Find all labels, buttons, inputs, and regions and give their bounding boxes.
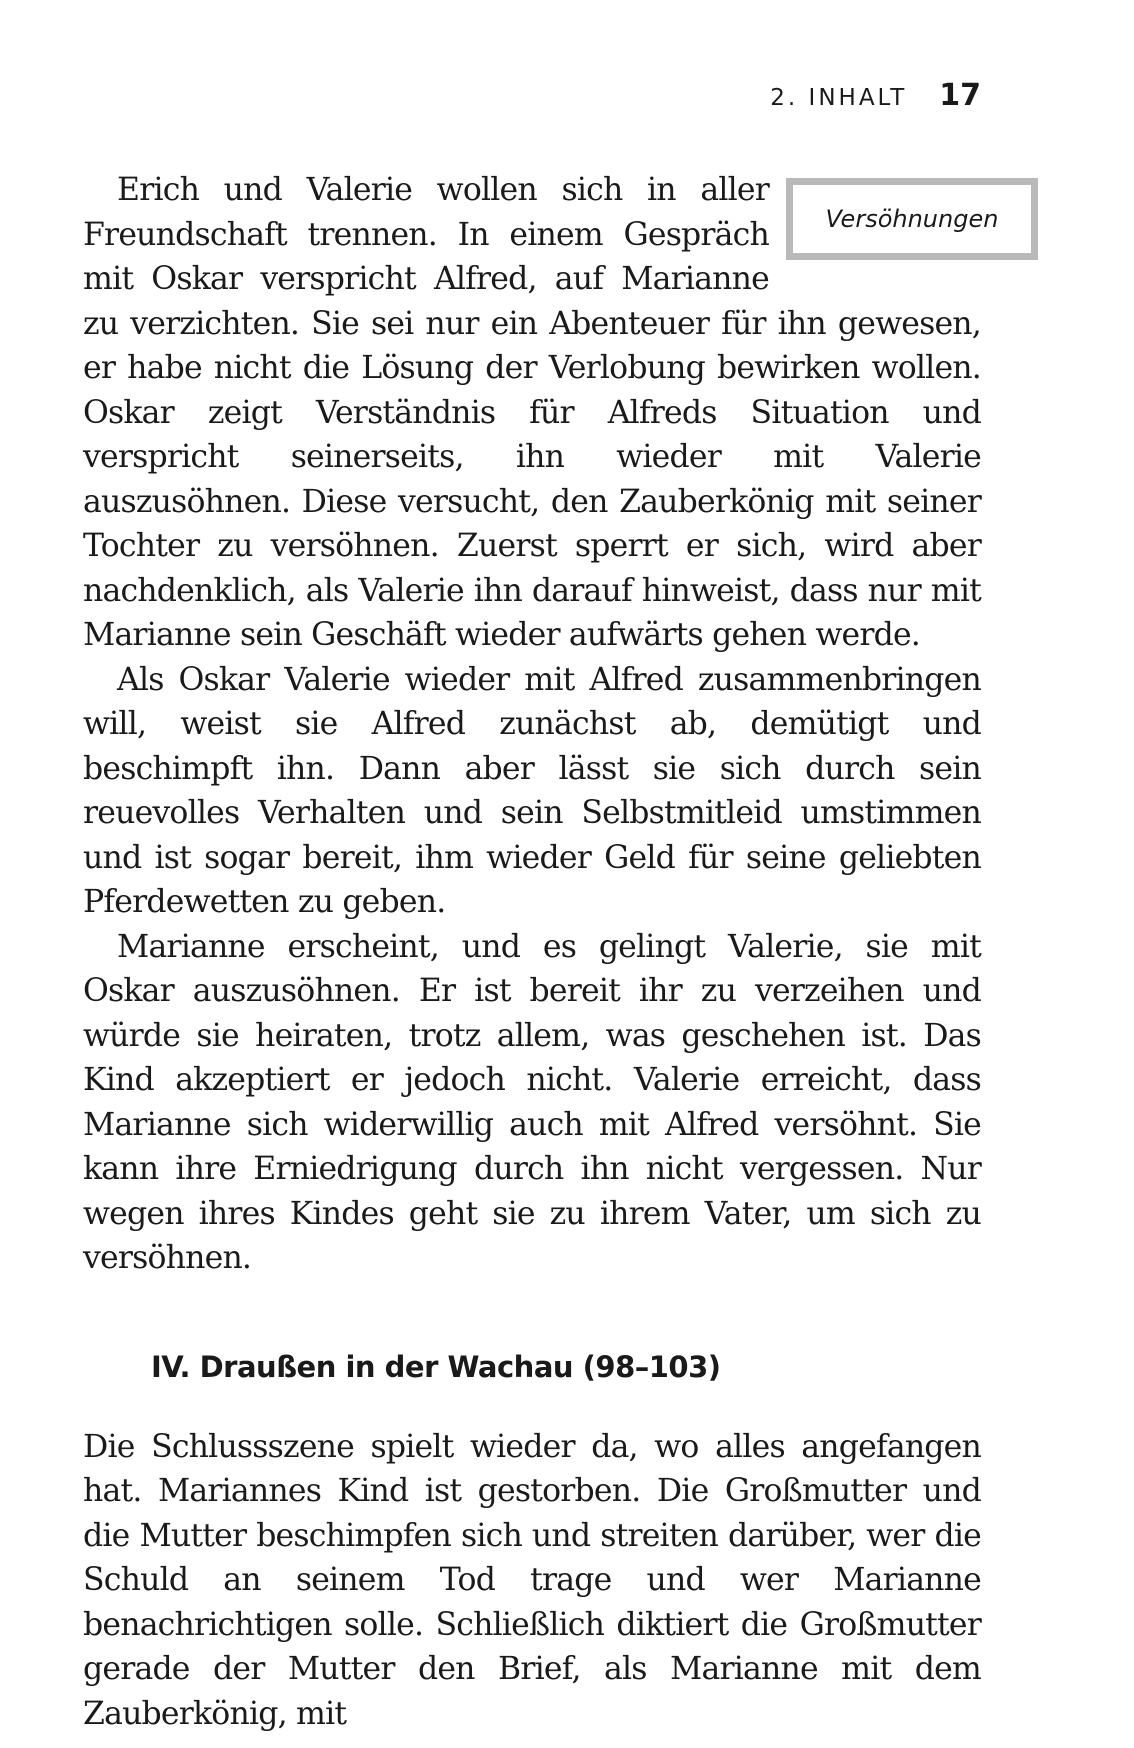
margin-note-spacer xyxy=(769,168,981,298)
running-header xyxy=(770,78,981,113)
paragraph-1: Erich und Valerie wollen sich in aller Freundschaft trennen. In einem Gespräch mit Oskar verspricht Alfred, auf Marianne zu verzichten. Sie sei nur ein Abenteuer für ihn gewesen, er habe nicht die Lösung der Verlobung bewirken wollen. Oskar zeigt Verständnis für Alfreds Situation und verspricht seinerseits, ihn wieder mit Valerie auszusöhnen. Diese versucht, den Zauberkönig mit seiner Tochter zu versöhnen. Zuerst sperrt er sich, wird aber nachdenklich, als Valerie ihn darauf hinweist, dass nur mit Marianne sein Geschäft wieder aufwärts gehen werde. xyxy=(83,172,981,653)
paragraph-4: Die Schlussszene spielt wieder da, wo alles angefangen hat. Mariannes Kind ist gestorben. Die Großmutter und die Mutter beschimpfen sich und streiten darüber, wer die Schuld an seinem Tod trage und wer Marianne benachrichtigen solle. Schließlich diktiert die Großmutter gerade der Mutter den Brief, als Marianne mit dem Zauberkönig, mit xyxy=(83,1428,981,1732)
paragraph-3: Marianne erscheint, und es gelingt Valerie, sie mit Oskar auszusöhnen. Er ist bereit ihr zu verzeihen und würde sie heiraten, trotz allem, was geschehen ist. Das Kind akzeptiert er jedoch nicht. Valerie erreicht, dass Marianne sich widerwillig auch mit Alfred versöhnt. Sie kann ihre Erniedrigung durch ihn nicht vergessen. Nur wegen ihres Kindes geht sie zu ihrem Vater, um sich zu versöhnen. xyxy=(83,928,981,1276)
section-heading: IV. Draußen in der Wachau (98–103) xyxy=(151,1349,721,1384)
margin-note-text: Versöhnungen xyxy=(825,205,999,233)
paragraph-2: Als Oskar Valerie wieder mit Alfred zusammenbringen will, weist sie Alfred zunächst ab, demütigt und beschimpft ihn. Dann aber lässt sie sich durch sein reuevolles Verhalten und sein Selbstmitleid umstimmen und ist sogar bereit, ihm wieder Geld für seine geliebten Pferdewetten zu geben. xyxy=(83,661,981,920)
section-title: 2. INHALT xyxy=(770,85,908,111)
body-text xyxy=(83,168,981,1736)
page-number: 17 xyxy=(939,78,981,113)
